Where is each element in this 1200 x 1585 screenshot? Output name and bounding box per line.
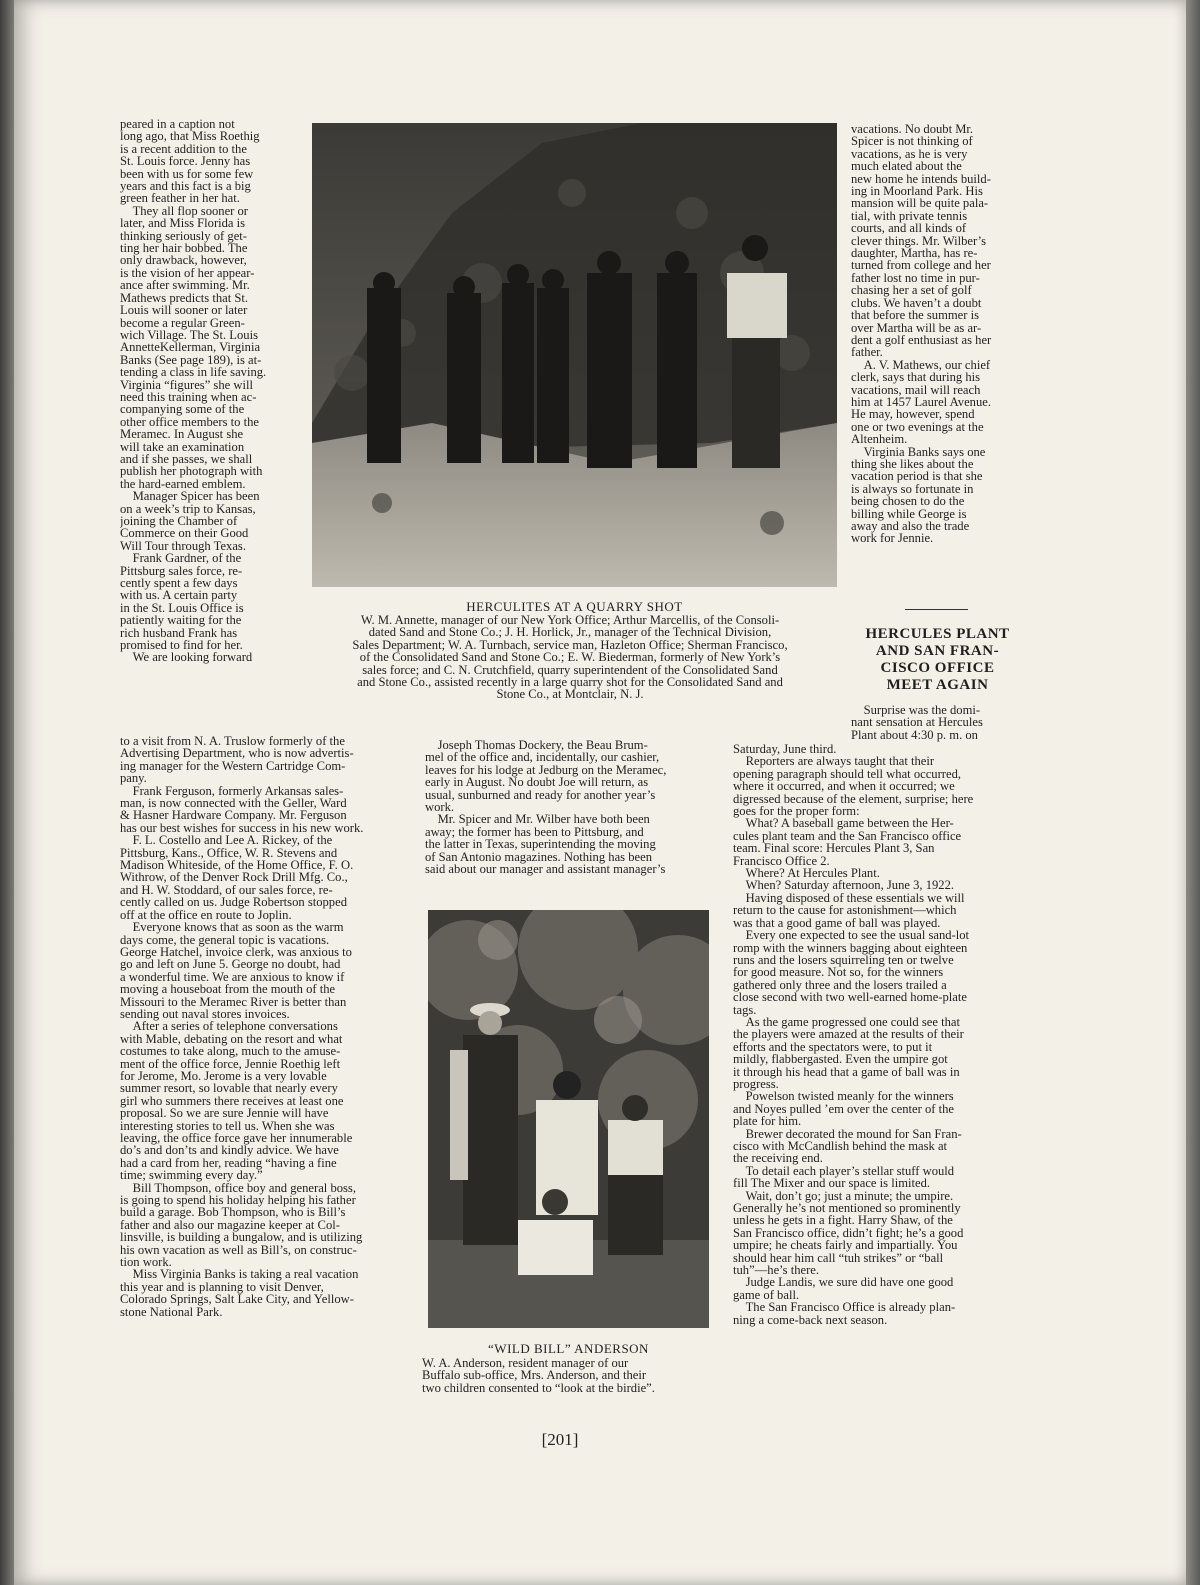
photo-anderson-family (428, 910, 709, 1328)
headline-hercules-plant: HERCULES PLANT AND SAN FRAN- CISCO OFFICE MEET AGAIN (865, 626, 1010, 693)
baseball-intro: Surprise was the domi- nant sensation at Hercules Plant about 4:30 p. m. on (851, 704, 983, 742)
quarry-photo-image (312, 123, 837, 587)
article-st-louis-bottom: to a visit from N. A. Truslow formerly of the Advertising Department, who is now advertis- ing manager for the Western Cartridge Com- pany. Frank Ferguson, formerly Arkansas sales- man, is now connected with the Geller, Ward & Hasner Hardware Company. Mr. Ferguson has our best wishes for success in his new work. F. L. Costello and Lee A. Rickey, of the Pittsburg, Kans., Office, W. R. Stevens and Madison Whiteside, of the Home Office, F. O. Withrow, of the Denver Rock Drill Mfg. Co., and H. W. Stoddard, of our sales force, re- cently called on us. Judge Robertson stopped off at the office en route to Joplin. Everyone knows that as soon as the warm days come, the general topic is vacations. George Hatchel, invoice clerk, was anxious to go and left on June 5. George no doubt, had a wonderful time. We are anxious to know if moving a houseboat from the mouth of the Missouri to the Meramec River is better than sending out naval stores invoices. After a series of telephone conversations with Mable, debating on the resort and what costumes to take along, much to the amuse- ment of the office force, Jennie Roethig left for Jerome, Mo. Jerome is a very lovable summer resort, so lovable that nearly every girl who summers there receives at least one proposal. So we are sure Jennie will have interesting stories to tell us. When she was leaving, the office force gave her innumerable do’s and don’ts and kindly advice. We have had a card from her, reading “having a fine time; swimming every day.” Bill Thompson, office boy and general boss, is going to spend his holiday helping his father build a garage. Bob Thompson, who is Bill’s father and also our magazine keeper at Col- linsville, is building a bungalow, and is utilizing his own vacation as well as Bill’s, on construc- tion work. Miss Virginia Banks is taking a real vacation this year and is planning to visit Denver, Colorado Springs, Salt Lake City, and Yellow- stone National Park. (120, 735, 364, 1319)
section-divider (905, 609, 968, 610)
quarry-photo-title: HERCULITES AT A QUARRY SHOT (466, 599, 683, 614)
article-st-louis-top: peared in a caption not long ago, that Miss Roethig is a recent addition to the St. Louis force. Jenny has been with us for some few years and this fact is a big green feather in her hat. They all flop sooner or later, and Miss Florida is thinking seriously of get- ting her hair bobbed. The only drawback, however, is the vision of her appear- ance after swimming. Mr. Mathews predicts that St. Louis will sooner or later become a regular Green- wich Village. The St. Louis AnnetteKellerman, Virginia Banks (See page 189), is at- tending a class in life saving. Virginia “figures” she will need this training when ac- companying some of the other office members to the Meramec. In August she will take an examination and if she passes, we shall publish her photograph with the hard-earned emblem. Manager Spicer has been on a week’s trip to Kansas, joining the Chamber of Commerce on their Good Will Tour through Texas. Frank Gardner, of the Pittsburg sales force, re- cently spent a few days with us. A certain party in the St. Louis Office is patiently waiting for the rich husband Frank has promised to find for her. We are looking forward (120, 118, 267, 665)
page-stack-edge (1186, 0, 1200, 1585)
anderson-photo-image (428, 910, 709, 1328)
page-number: [201] (541, 1430, 579, 1449)
anderson-photo-caption: W. A. Anderson, resident manager of our Buffalo sub-office, Mrs. Anderson, and their two children consented to “look at the birdie”. (422, 1357, 655, 1395)
photo-quarry-shot (312, 123, 837, 587)
article-baseball: Saturday, June third. Reporters are always taught that their opening paragraph should tell what occurred, where it occurred, and when it occurred; we digressed because of the element, surprise; here goes for the proper form: What? A baseball game between the Her- cules plant team and the San Francisco office team. Final score: Hercules Plant 3, San Francisco Office 2. Where? At Hercules Plant. When? Saturday afternoon, June 3, 1922. Having disposed of these essentials we will return to the cause for astonishment—which was that a good game of ball was played. Every one expected to see the usual sand-lot romp with the winners bagging about eighteen runs and the losers squirreling ten or twelve for good measure. Not so, for the winners gathered only three and the losers trailed a close second with two well-earned home-plate tags. As the game progressed one could see that the players were amazed at the results of their efforts and the spectators were, to put it mildly, flabbergasted. Even the umpire got it through his head that a game of ball was in progress. Powelson twisted meanly for the winners and Noyes pulled ’em over the center of the plate for him. Brewer decorated the mound for San Fran- cisco with McCandlish behind the mask at the receiving end. To detail each player’s stellar stuff would fill The Mixer and our space is limited. Wait, don’t go; just a minute; the umpire. Generally he’s not mentioned so prominently unless he gets in a fight. Harry Shaw, of the San Francisco office, didn’t fight; he’s a good umpire; he cheats fairly and impartially. You should hear him call “tuh strikes” or “ball tuh”—he’s there. Judge Landis, we sure did have one good game of ball. The San Francisco Office is already plan- ning a come-back next season. (733, 743, 974, 1327)
article-dockery: Joseph Thomas Dockery, the Beau Brum- mel of the office and, incidentally, our cashier, leaves for his lodge at Jedburg on the Meramec, early in August. No doubt Joe will return, as usual, sunburned and ready for another year’s work. Mr. Spicer and Mr. Wilber have both been away; the former has been to Pittsburg, and the latter in Texas, superintending the moving of San Antonio magazines. Nothing has been said about our manager and assistant manager’s (425, 739, 667, 877)
article-vacations: vacations. No doubt Mr. Spicer is not thinking of vacations, as he is very much elated about the new home he intends build- ing in Moorland Park. His mansion will be quite pala- tial, with private tennis courts, and all kinds of clever things. Mr. Wilber’s daughter, Martha, has re- turned from college and her father lost no time in pur- chasing her a set of golf clubs. We haven’t a doubt that before the summer is over Martha will be as ar- dent a golf enthusiast as her father. A. V. Mathews, our chief clerk, says that during his vacations, mail will reach him at 1457 Laurel Avenue. He may, however, spend one or two evenings at the Altenheim. Virginia Banks says one thing she likes about the vacation period is that she is always so fortunate in being chosen to do the billing while George is away and also the trade work for Jennie. (851, 123, 992, 546)
binding-edge (0, 0, 14, 1585)
anderson-photo-title: “WILD BILL” ANDERSON (488, 1341, 649, 1356)
quarry-photo-caption: W. M. Annette, manager of our New York Office; Arthur Marcellis, of the Consoli- dated Sand and Stone Co.; J. H. Horlick, Jr., manager of the Technical Division, Sales Department; W. A. Turnbach, service man, Hazleton Office; Sherman Francisco, of the Consolidated Sand and Stone Co.; E. W. Biederman, formerly of New York’s sales force; and C. N. Crutchfield, quarry superintendent of the Consolidated Sand and Stone Co., assisted recently in a large quarry shot for the Consolidated Sand and Stone Co., at Montclair, N. J. (352, 614, 788, 702)
